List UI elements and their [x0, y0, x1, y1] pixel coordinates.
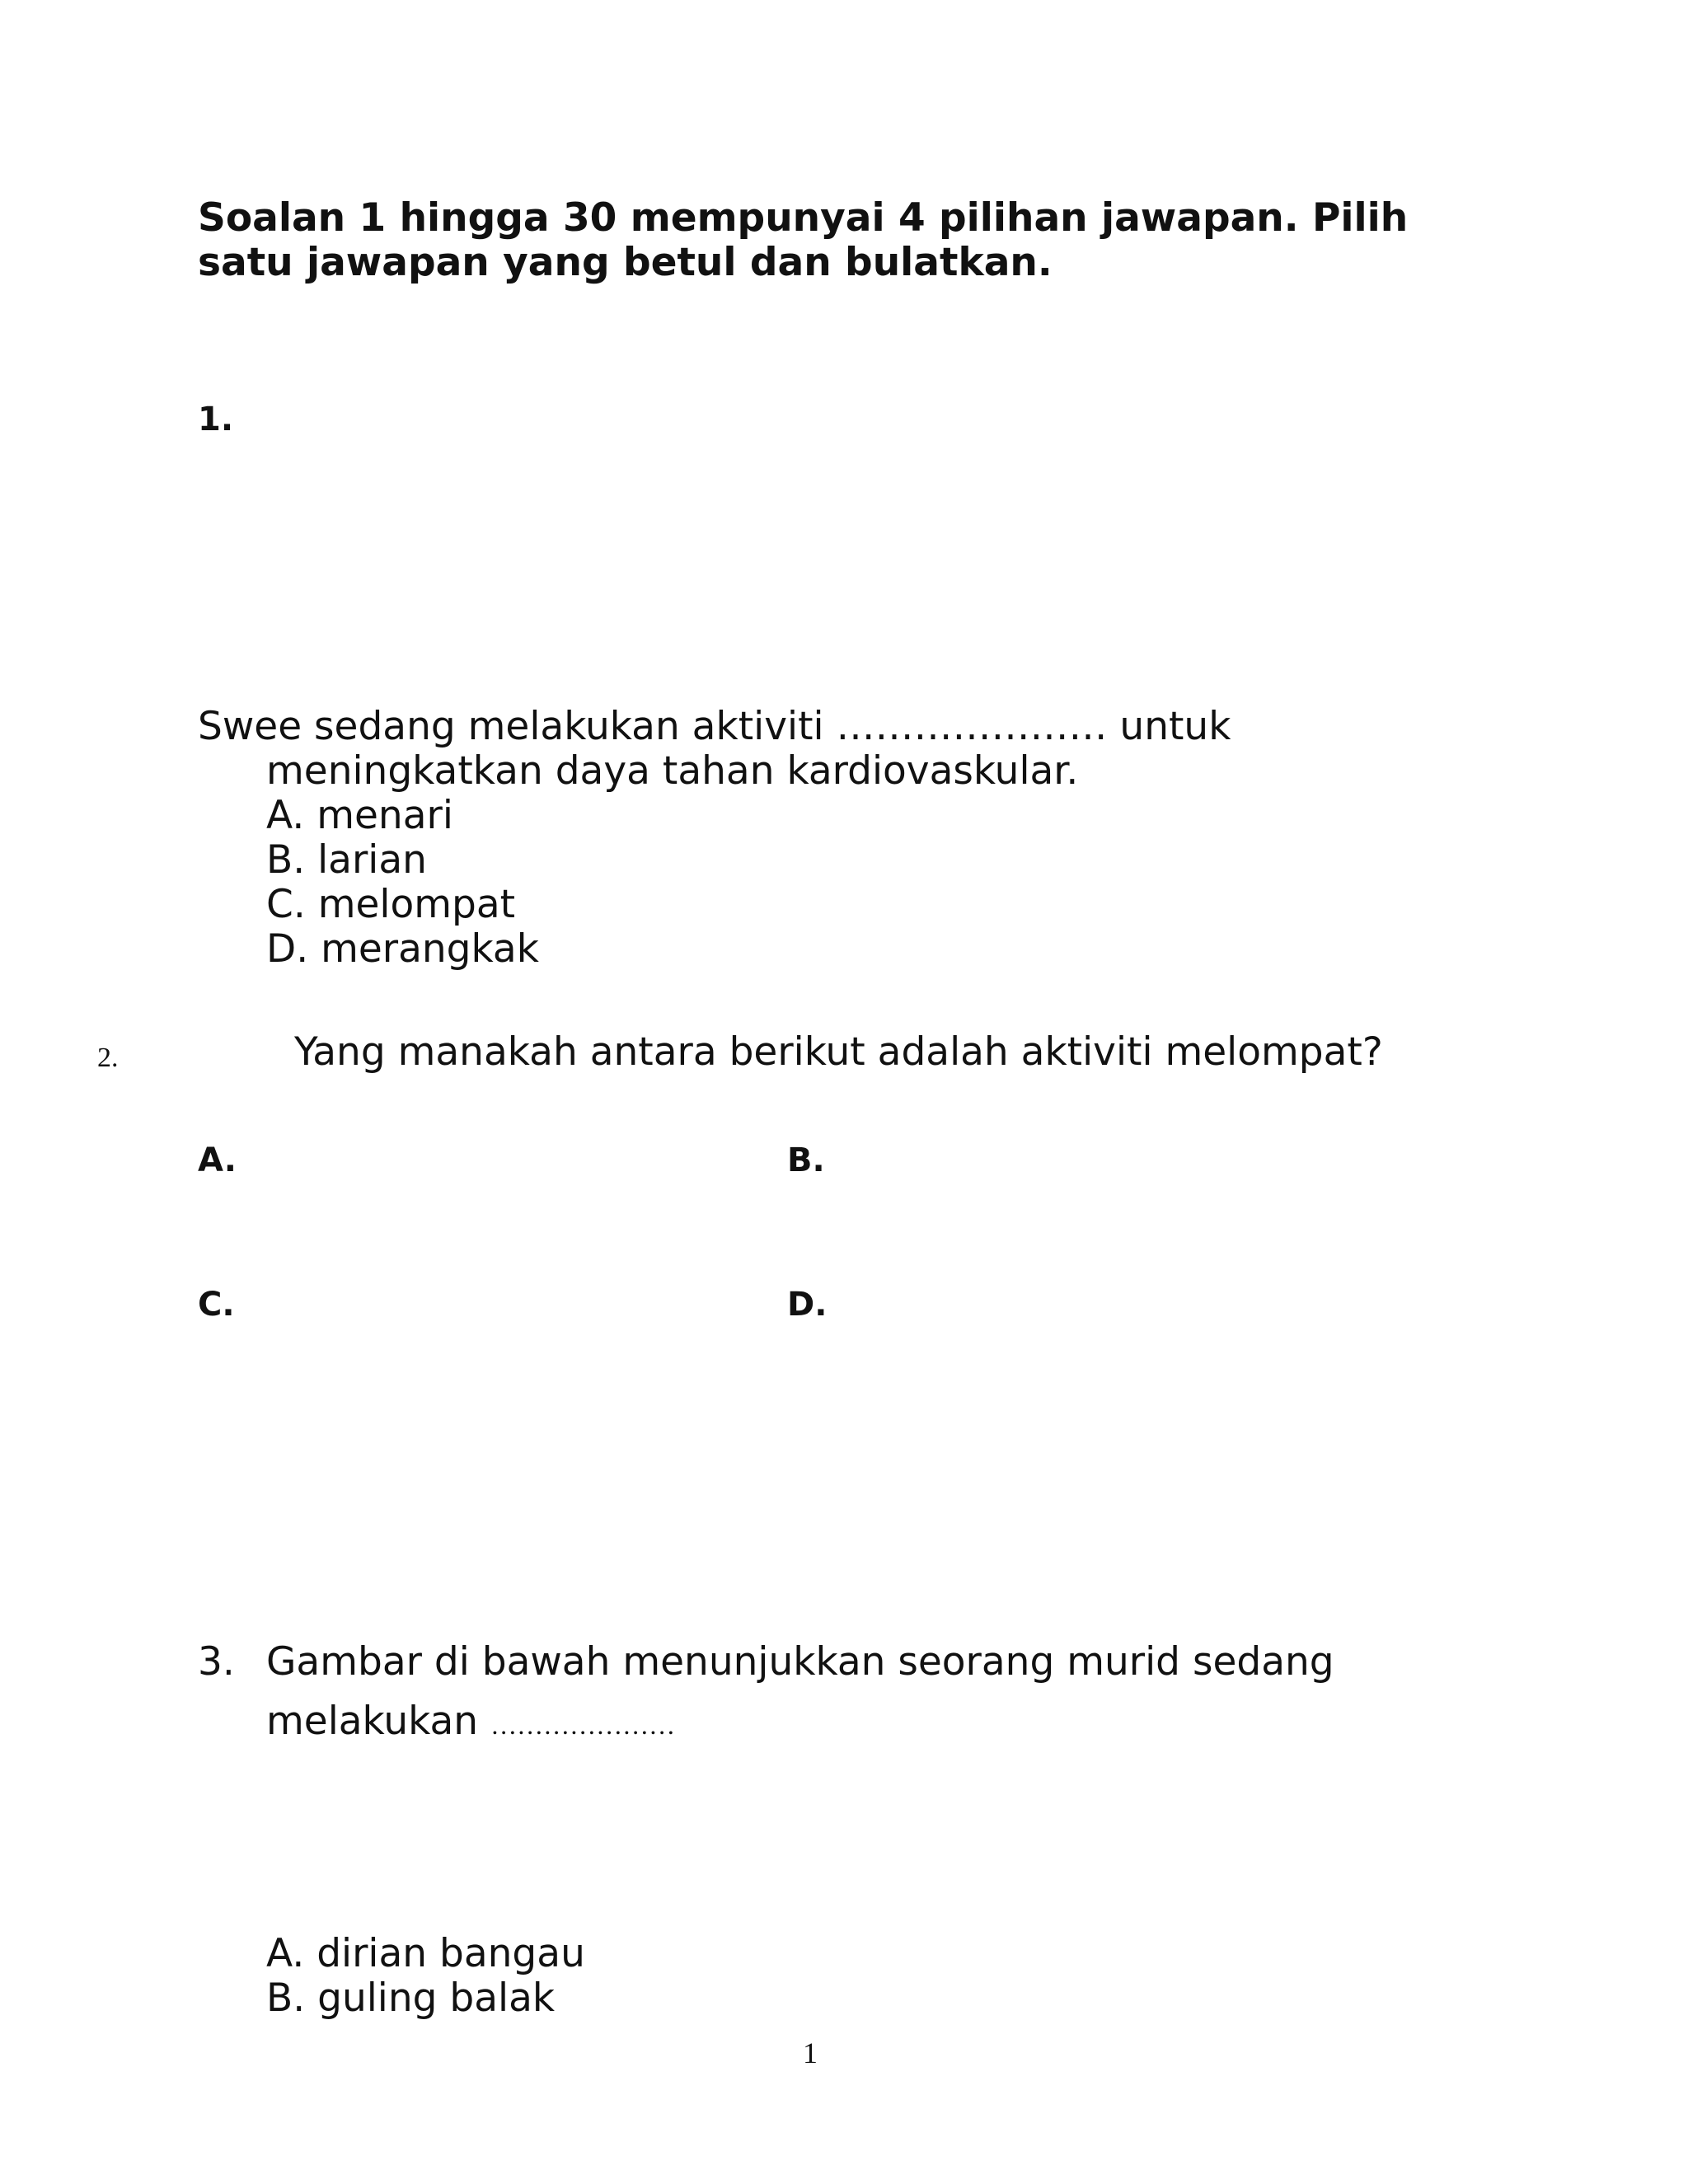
question-2-stem: Yang manakah antara berikut adalah aktiviti melompat? [294, 1029, 1383, 1075]
question-1-number: 1. [198, 401, 234, 438]
question-1-option-d[interactable]: D. merangkak [266, 926, 539, 972]
question-1-stem-line-2: meningkatkan daya tahan kardiovaskular. [266, 748, 1079, 794]
question-2-number: 2. [97, 1043, 119, 1073]
instructions-line-1: Soalan 1 hingga 30 mempunyai 4 pilihan jawapan. Pilih [198, 195, 1409, 241]
question-2-option-d-label[interactable]: D. [787, 1286, 828, 1324]
question-1-stem-line-1: Swee sedang melakukan aktiviti ………………… untuk [198, 704, 1231, 749]
question-3-stem-line-1: Gambar di bawah menunjukkan seorang murid sedang [266, 1639, 1334, 1685]
question-1-option-a[interactable]: A. menari [266, 793, 453, 838]
question-1-option-b[interactable]: B. larian [266, 837, 427, 883]
question-2-option-b-label[interactable]: B. [787, 1141, 825, 1179]
question-2-option-c-label[interactable]: C. [198, 1286, 235, 1324]
page-number: 1 [803, 2036, 818, 2069]
question-3-stem-text: melakukan [266, 1699, 479, 1744]
question-3-option-a[interactable]: A. dirian bangau [266, 1931, 585, 1976]
instructions-line-2: satu jawapan yang betul dan bulatkan. [198, 240, 1053, 285]
question-3-blank: ………………… [490, 1710, 676, 1740]
question-3-option-b[interactable]: B. guling balak [266, 1975, 556, 2021]
question-1-option-c[interactable]: C. melompat [266, 882, 516, 927]
question-2-option-a-label[interactable]: A. [198, 1141, 237, 1179]
question-3-number: 3. [198, 1639, 235, 1685]
question-3-stem-line-2 [266, 1699, 675, 1747]
